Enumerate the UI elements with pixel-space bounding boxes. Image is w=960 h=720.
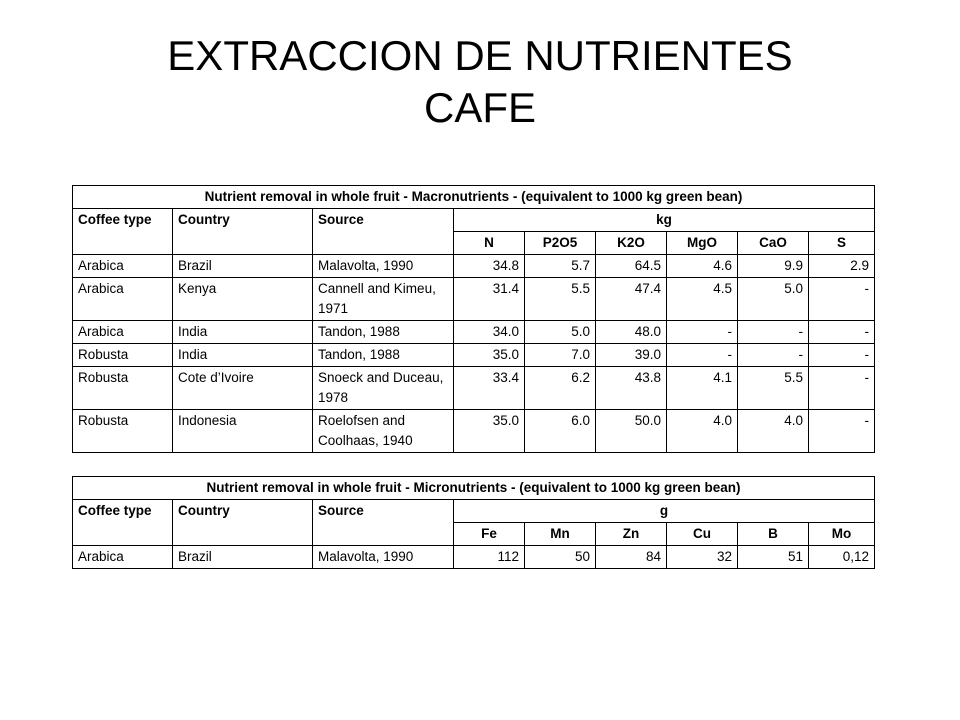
- value-cell: 5.7: [525, 255, 596, 278]
- table-header-row: [73, 500, 875, 523]
- value-cell: 34.8: [454, 255, 525, 278]
- coffee-type-cell: Arabica: [73, 546, 173, 569]
- unit-header: kg: [454, 209, 875, 232]
- table-row: [73, 344, 875, 367]
- slide-title-line1: EXTRACCION DE NUTRIENTES: [167, 32, 793, 79]
- value-cell: 47.4: [596, 278, 667, 321]
- nutrient-header: Cu: [667, 523, 738, 546]
- country-header: Country: [173, 500, 313, 523]
- country-cell: Cote d’Ivoire: [173, 367, 313, 410]
- nutrient-header: Zn: [596, 523, 667, 546]
- value-cell: 51: [738, 546, 809, 569]
- value-cell: -: [667, 344, 738, 367]
- value-cell: 2.9: [809, 255, 875, 278]
- country-cell: Indonesia: [173, 410, 313, 453]
- source-cell: Malavolta, 1990: [313, 546, 454, 569]
- coffee-type-cell: Robusta: [73, 344, 173, 367]
- country-cell: Kenya: [173, 278, 313, 321]
- table-row: [73, 546, 875, 569]
- coffee-type-cell: Robusta: [73, 367, 173, 410]
- value-cell: 35.0: [454, 344, 525, 367]
- table-header-row: [73, 209, 875, 232]
- value-cell: 48.0: [596, 321, 667, 344]
- table-caption: Nutrient removal in whole fruit - Micronutrients - (equivalent to 1000 kg green bean): [73, 477, 875, 500]
- nutrient-header: S: [809, 232, 875, 255]
- value-cell: 32: [667, 546, 738, 569]
- nutrient-header: CaO: [738, 232, 809, 255]
- empty-header-cell: [173, 523, 313, 546]
- coffee-type-header: Coffee type: [73, 209, 173, 232]
- value-cell: 4.5: [667, 278, 738, 321]
- value-cell: 50.0: [596, 410, 667, 453]
- country-header: Country: [173, 209, 313, 232]
- value-cell: -: [738, 344, 809, 367]
- empty-header-cell: [73, 232, 173, 255]
- value-cell: -: [738, 321, 809, 344]
- value-cell: 50: [525, 546, 596, 569]
- source-cell: Cannell and Kimeu, 1971: [313, 278, 454, 321]
- nutrient-header: MgO: [667, 232, 738, 255]
- source-cell: Malavolta, 1990: [313, 255, 454, 278]
- value-cell: 112: [454, 546, 525, 569]
- value-cell: 4.0: [738, 410, 809, 453]
- nutrient-header: K2O: [596, 232, 667, 255]
- value-cell: 0,12: [809, 546, 875, 569]
- value-cell: 9.9: [738, 255, 809, 278]
- country-cell: India: [173, 321, 313, 344]
- value-cell: -: [667, 321, 738, 344]
- value-cell: 4.6: [667, 255, 738, 278]
- source-cell: Tandon, 1988: [313, 321, 454, 344]
- slide-title-line2: CAFE: [423, 84, 536, 131]
- country-cell: Brazil: [173, 255, 313, 278]
- source-cell: Snoeck and Duceau, 1978: [313, 367, 454, 410]
- value-cell: 5.0: [525, 321, 596, 344]
- value-cell: 64.5: [596, 255, 667, 278]
- country-cell: Brazil: [173, 546, 313, 569]
- table-row: [73, 367, 875, 410]
- coffee-type-header: Coffee type: [73, 500, 173, 523]
- value-cell: 6.0: [525, 410, 596, 453]
- source-header: Source: [313, 209, 454, 232]
- nutrient-header: Mn: [525, 523, 596, 546]
- table-caption-row: [73, 477, 875, 500]
- source-header: Source: [313, 500, 454, 523]
- coffee-type-cell: Robusta: [73, 410, 173, 453]
- nutrient-header: P2O5: [525, 232, 596, 255]
- nutrient-header: B: [738, 523, 809, 546]
- table-row: [73, 255, 875, 278]
- empty-header-cell: [173, 232, 313, 255]
- country-cell: India: [173, 344, 313, 367]
- source-cell: Tandon, 1988: [313, 344, 454, 367]
- value-cell: 31.4: [454, 278, 525, 321]
- unit-header: g: [454, 500, 875, 523]
- value-cell: 33.4: [454, 367, 525, 410]
- value-cell: -: [809, 410, 875, 453]
- nutrient-header: Mo: [809, 523, 875, 546]
- value-cell: 4.0: [667, 410, 738, 453]
- macronutrients-table: [72, 185, 875, 453]
- value-cell: -: [809, 321, 875, 344]
- value-cell: -: [809, 367, 875, 410]
- table-row: [73, 278, 875, 321]
- value-cell: 6.2: [525, 367, 596, 410]
- value-cell: -: [809, 278, 875, 321]
- nutrient-header: N: [454, 232, 525, 255]
- value-cell: -: [809, 344, 875, 367]
- slide-title: [0, 30, 960, 134]
- value-cell: 34.0: [454, 321, 525, 344]
- empty-header-cell: [313, 523, 454, 546]
- value-cell: 7.0: [525, 344, 596, 367]
- table-caption: Nutrient removal in whole fruit - Macronutrients - (equivalent to 1000 kg green bean): [73, 186, 875, 209]
- value-cell: 5.5: [738, 367, 809, 410]
- value-cell: 43.8: [596, 367, 667, 410]
- micronutrients-table: [72, 476, 875, 569]
- coffee-type-cell: Arabica: [73, 255, 173, 278]
- empty-header-cell: [313, 232, 454, 255]
- coffee-type-cell: Arabica: [73, 278, 173, 321]
- nutrient-header-row: [73, 523, 875, 546]
- empty-header-cell: [73, 523, 173, 546]
- value-cell: 4.1: [667, 367, 738, 410]
- value-cell: 5.5: [525, 278, 596, 321]
- nutrient-header-row: [73, 232, 875, 255]
- table-row: [73, 321, 875, 344]
- table-row: [73, 410, 875, 453]
- value-cell: 35.0: [454, 410, 525, 453]
- value-cell: 39.0: [596, 344, 667, 367]
- table-caption-row: [73, 186, 875, 209]
- source-cell: Roelofsen and Coolhaas, 1940: [313, 410, 454, 453]
- nutrient-header: Fe: [454, 523, 525, 546]
- value-cell: 84: [596, 546, 667, 569]
- value-cell: 5.0: [738, 278, 809, 321]
- coffee-type-cell: Arabica: [73, 321, 173, 344]
